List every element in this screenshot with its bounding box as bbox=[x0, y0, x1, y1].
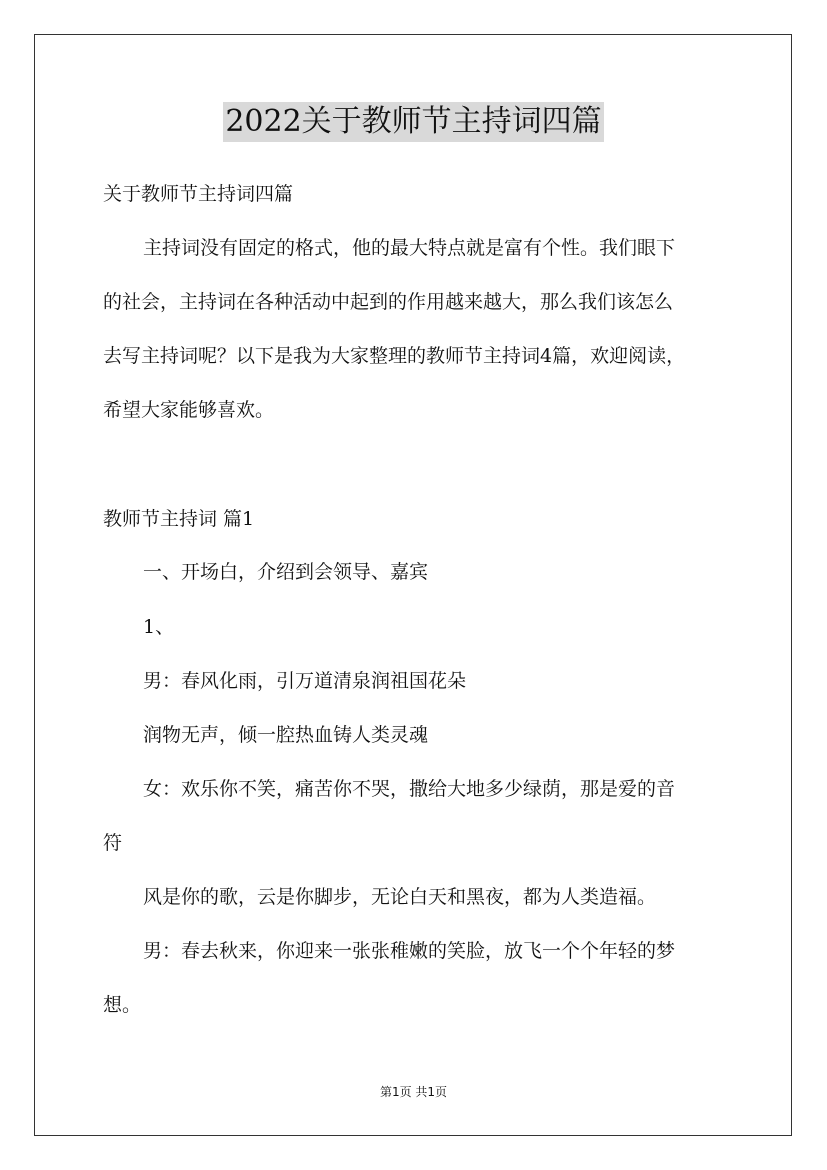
section-line-1: 一、开场白，介绍到会领导、嘉宾 bbox=[143, 561, 429, 583]
section-heading: 教师节主持词 篇1 bbox=[103, 508, 255, 530]
document-title: 2022关于教师节主持词四篇 bbox=[223, 102, 603, 142]
page-footer: 第1页 共1页 bbox=[379, 1085, 448, 1099]
section-line-8: 男：春去秋来，你迎来一张张稚嫩的笑脸，放飞一个个年轻的梦 bbox=[143, 940, 676, 962]
intro-line-1: 主持词没有固定的格式，他的最大特点就是富有个性。我们眼下 bbox=[143, 237, 676, 259]
intro-line-3: 去写主持词呢？以下是我为大家整理的教师节主持词4篇，欢迎阅读， bbox=[103, 345, 686, 367]
section-line-6: 符 bbox=[103, 832, 123, 854]
intro-line-4: 希望大家能够喜欢。 bbox=[103, 399, 275, 421]
title-container bbox=[0, 102, 827, 142]
section-line-2: 1、 bbox=[143, 616, 175, 638]
section-line-9: 想。 bbox=[103, 994, 142, 1016]
section-line-4: 润物无声，倾一腔热血铸人类灵魂 bbox=[143, 724, 429, 746]
section-line-5: 女：欢乐你不笑，痛苦你不哭，撒给大地多少绿荫，那是爱的音 bbox=[143, 778, 676, 800]
intro-line-2: 的社会，主持词在各种活动中起到的作用越来越大，那么我们该怎么 bbox=[103, 291, 674, 313]
document-subtitle: 关于教师节主持词四篇 bbox=[103, 183, 294, 205]
section-line-7: 风是你的歌，云是你脚步，无论白天和黑夜，都为人类造福。 bbox=[143, 886, 657, 908]
section-line-3: 男：春风化雨，引万道清泉润祖国花朵 bbox=[143, 670, 467, 692]
